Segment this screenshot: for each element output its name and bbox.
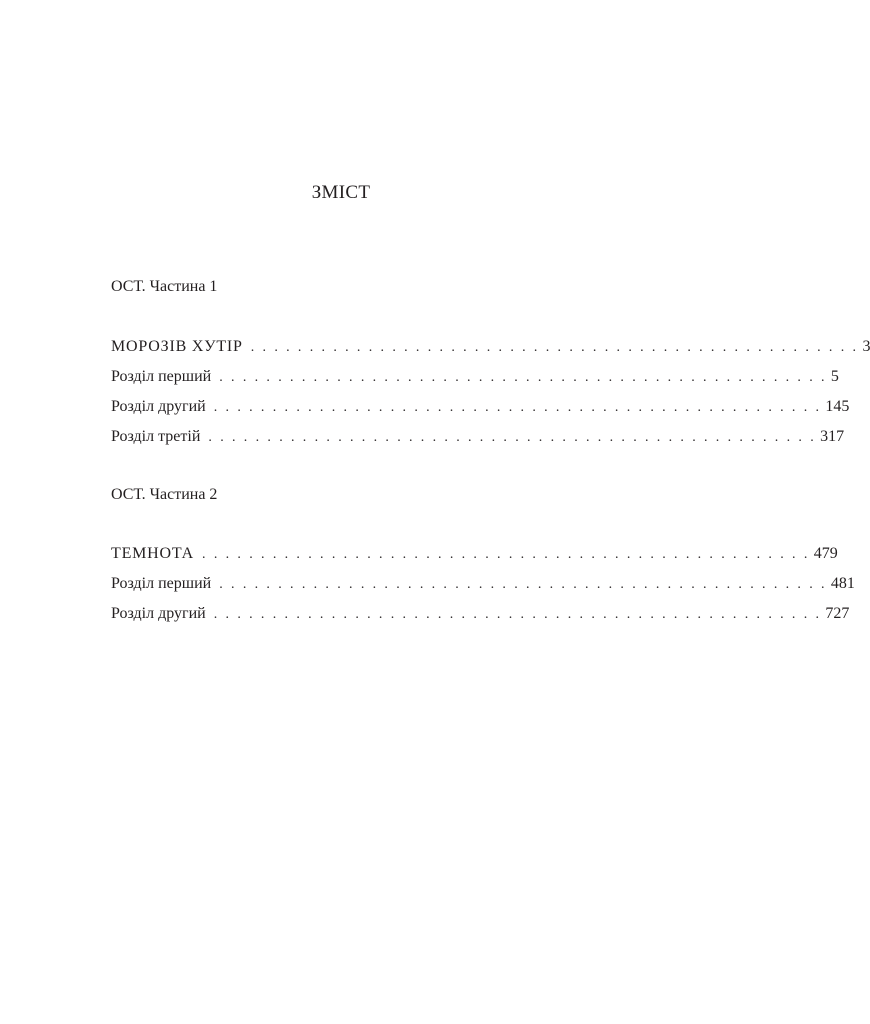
toc-entry-label: Розділ перший bbox=[111, 368, 212, 385]
toc-entry-page: 727 bbox=[825, 605, 850, 622]
toc-entry-label: Розділ третій bbox=[111, 428, 201, 445]
leader-dots: . . . . . . . . . . . . . . . . . . . . . . . . . . . . . . . . . . . . . . . . . . . . . . . . . . . . bbox=[213, 400, 822, 415]
toc-entry-label: ТЕМНОТА bbox=[111, 545, 195, 562]
toc-entry-page: 317 bbox=[820, 428, 845, 445]
toc-entry-chapter-2[interactable] bbox=[111, 397, 850, 427]
part-1-toc-list bbox=[111, 337, 870, 457]
toc-entry-page: 481 bbox=[830, 575, 855, 592]
toc-entry-label: Розділ другий bbox=[111, 605, 206, 622]
toc-entry-chapter-1[interactable] bbox=[111, 574, 855, 604]
part-2-toc-list bbox=[111, 544, 855, 634]
toc-entry-label: МОРОЗІВ ХУТІР bbox=[111, 338, 243, 355]
leader-dots: . . . . . . . . . . . . . . . . . . . . . . . . . . . . . . . . . . . . . . . . . . . . . . . . . . . . bbox=[202, 547, 810, 562]
toc-entry-temnota[interactable] bbox=[111, 544, 838, 574]
toc-entry-page: 145 bbox=[825, 398, 850, 415]
toc-entry-page: 479 bbox=[813, 545, 838, 562]
leader-dots: . . . . . . . . . . . . . . . . . . . . . . . . . . . . . . . . . . . . . . . . . . . . . . . . . . . . bbox=[213, 607, 822, 622]
toc-entry-label: Розділ другий bbox=[111, 398, 206, 415]
leader-dots: . . . . . . . . . . . . . . . . . . . . . . . . . . . . . . . . . . . . . . . . . . . . . . . . . . . . bbox=[219, 577, 827, 592]
toc-entry-chapter-1[interactable] bbox=[111, 367, 839, 397]
leader-dots: . . . . . . . . . . . . . . . . . . . . . . . . . . . . . . . . . . . . . . . . . . . . . . . . . . . . bbox=[250, 340, 859, 355]
part-1-heading: ОСТ. Частина 1 bbox=[111, 278, 218, 295]
toc-entry-chapter-2[interactable] bbox=[111, 604, 850, 634]
toc-entry-page: 5 bbox=[830, 368, 839, 385]
toc-entry-label: Розділ перший bbox=[111, 575, 212, 592]
part-2-heading: ОСТ. Частина 2 bbox=[111, 486, 218, 503]
toc-entry-page: 3 bbox=[862, 338, 870, 355]
toc-entry-morozov-khutir[interactable] bbox=[111, 337, 870, 367]
leader-dots: . . . . . . . . . . . . . . . . . . . . . . . . . . . . . . . . . . . . . . . . . . . . . . . . . . . . bbox=[219, 370, 827, 385]
toc-entry-chapter-3[interactable] bbox=[111, 427, 845, 457]
page-title: ЗМІСТ bbox=[311, 182, 371, 203]
leader-dots: . . . . . . . . . . . . . . . . . . . . . . . . . . . . . . . . . . . . . . . . . . . . . . . . . . . . bbox=[208, 430, 817, 445]
